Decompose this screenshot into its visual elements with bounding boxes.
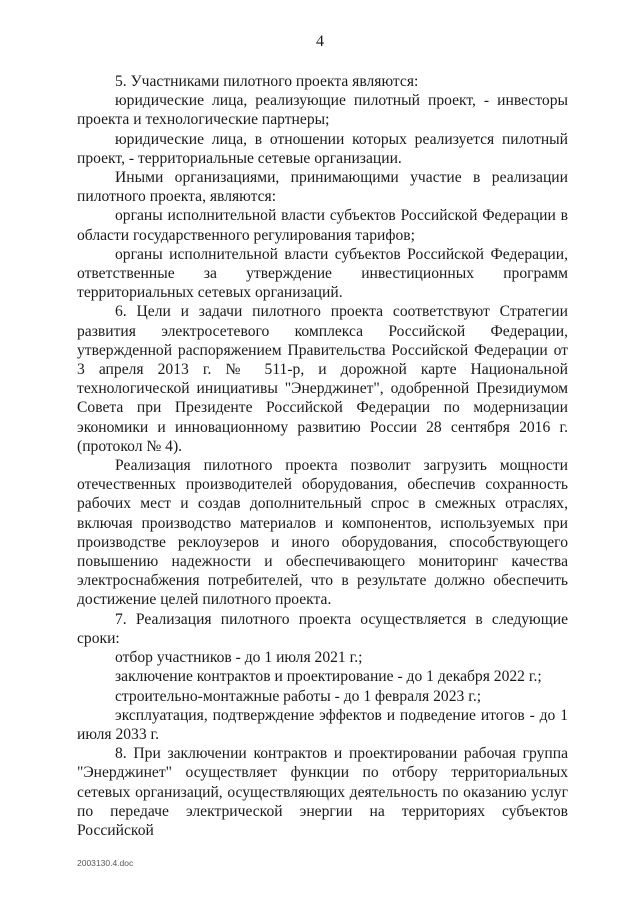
paragraph-working-group: 8. При заключении контрактов и проектировании рабочая группа "Энерджинет" осуществляет функции по отбору территориальных сетевых организаций, осуществляющих деятельность по оказанию услуг по передаче электрической энергии на территориях субъектов Российской <box>77 745 568 839</box>
paragraph-grid-organizations: юридические лица, в отношении которых реализуется пилотный проект, - территориальные сетевые организации. <box>77 130 568 167</box>
document-body <box>77 72 568 840</box>
paragraph-timeline-heading: 7. Реализация пилотного проекта осуществляется в следующие сроки: <box>77 610 568 647</box>
paragraph-participants-heading: 5. Участниками пилотного проекта являются: <box>115 73 419 90</box>
paragraph-investment-authorities: органы исполнительной власти субъектов Российской Федерации, ответственные за утверждение инвестиционных программ территориальных сетевых организаций. <box>77 245 568 302</box>
paragraph-timeline-selection: отбор участников - до 1 июля 2021 г.; <box>115 649 363 667</box>
page-number: 4 <box>316 33 324 50</box>
paragraph-tariff-authorities: органы исполнительной власти субъектов Российской Федерации в области государственного регулирования тарифов; <box>77 207 568 244</box>
paragraph-goals: 6. Цели и задачи пилотного проекта соответствуют Стратегии развития электросетевого комплекса Российской Федерации, утвержденной распоряжением Правительства Российской Федерации от 3 апреля 2013 г. № 511-р, и дорожной карте Национальной технологической инициативы "Энерджинет", одобренной Президиумом Совета при Президенте Российской Федерации по модернизации экономики и инновационному развитию России 28 сентября 2016 г. (протокол № 4). <box>77 303 568 455</box>
paragraph-timeline-construction: строительно-монтажные работы - до 1 февраля 2023 г.; <box>115 687 482 705</box>
paragraph-investors: юридические лица, реализующие пилотный проект, - инвесторы проекта и технологические партнеры; <box>77 92 568 129</box>
document-file-code: 2003130.4.doc <box>77 858 134 868</box>
paragraph-timeline-operation: эксплуатация, подтверждение эффектов и подведение итогов - до 1 июля 2033 г. <box>77 706 568 743</box>
paragraph-implementation-effects: Реализация пилотного проекта позволит загрузить мощности отечественных производителей оборудования, обеспечив сохранность рабочих мест и создав дополнительный спрос в смежных отраслях, включая производство материалов и компонентов, используемых при производстве реклоузеров и иного оборудования, способствующего повышению надежности и обеспечивающего мониторинг качества электроснабжения потребителей, что в результате должно обеспечить достижение целей пилотного проекта. <box>77 457 568 609</box>
paragraph-other-organizations: Иными организациями, принимающими участие в реализации пилотного проекта, являются: <box>77 169 568 206</box>
paragraph-timeline-contracts: заключение контрактов и проектирование - до 1 декабря 2022 г.; <box>115 668 542 686</box>
